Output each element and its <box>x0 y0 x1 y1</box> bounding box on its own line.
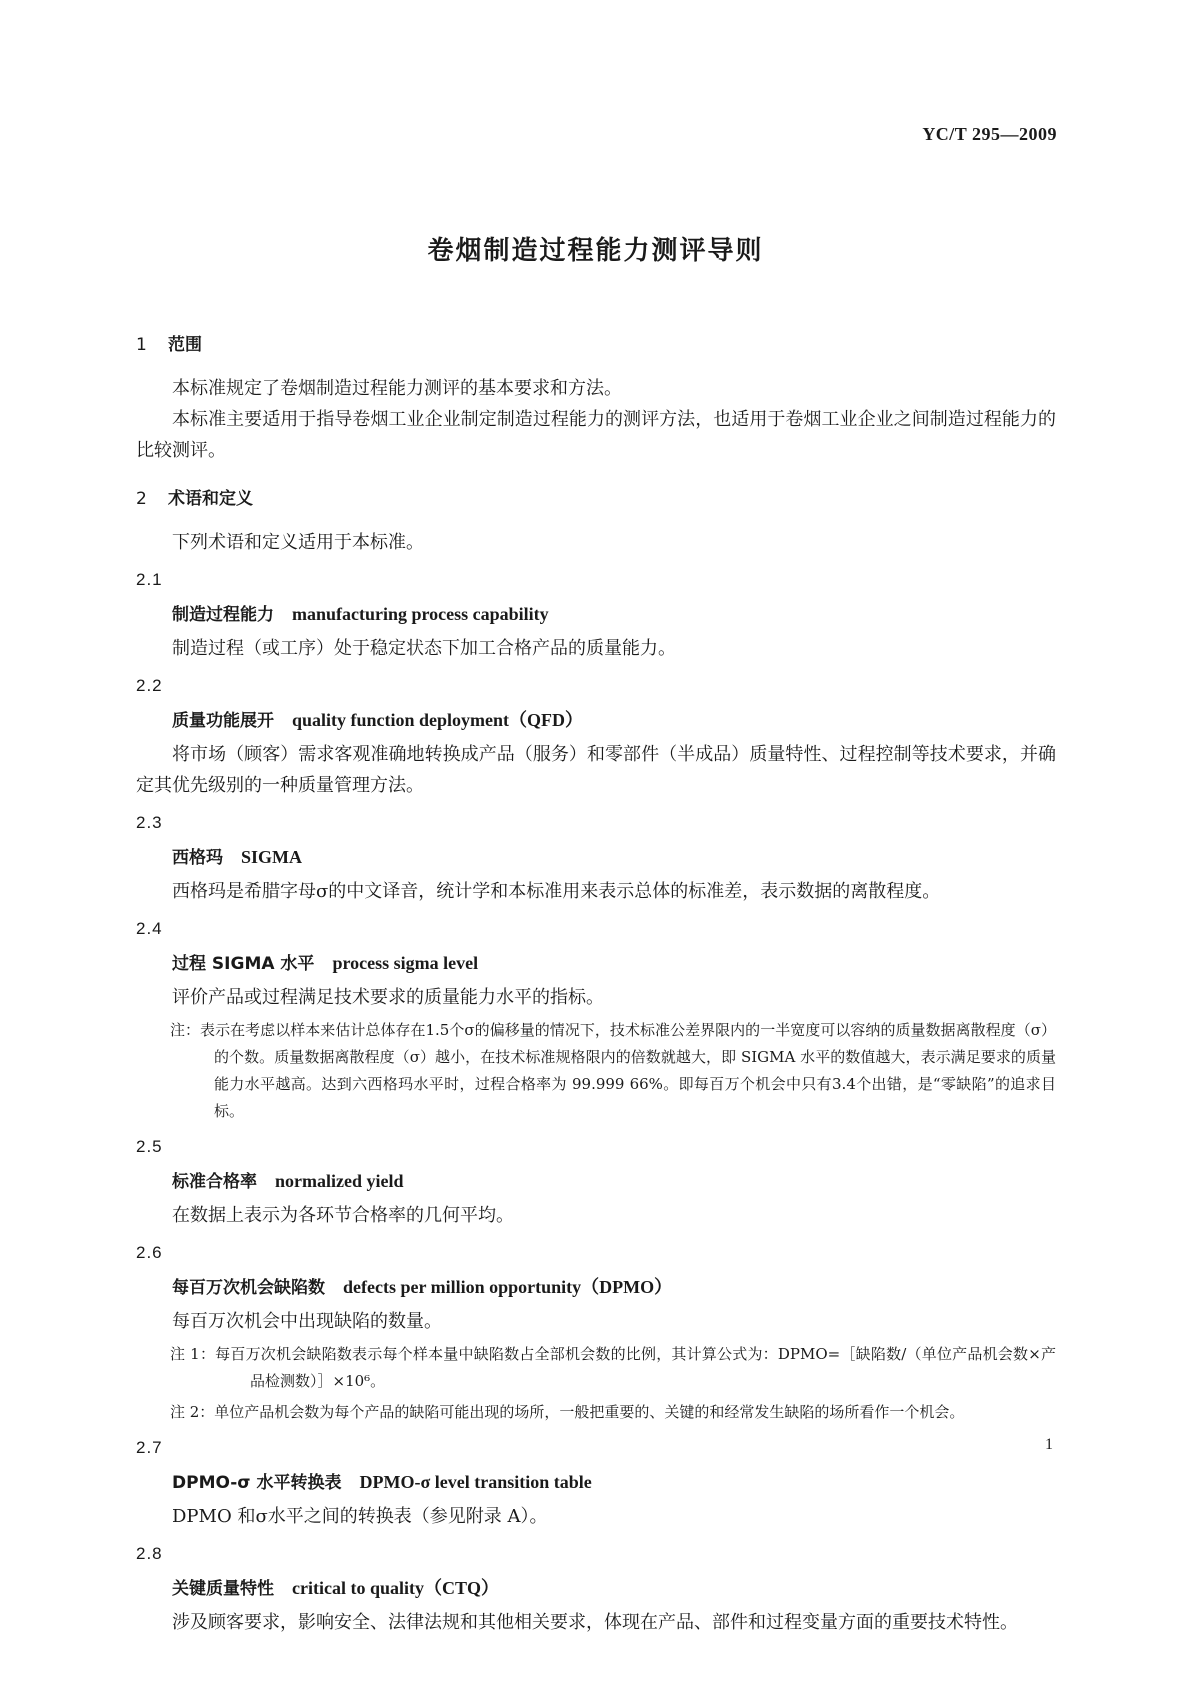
paragraph: 下列术语和定义适用于本标准。 <box>172 532 424 553</box>
term-number: 2.5 <box>136 1137 163 1156</box>
document-title: 卷烟制造过程能力测评导则 <box>427 236 764 266</box>
term-zh: 质量功能展开 <box>172 711 274 731</box>
term-definition: DPMO 和σ水平之间的转换表（参见附录 A）。 <box>172 1506 548 1527</box>
term-en: DPMO-σ level transition table <box>359 1472 592 1492</box>
term-definition: 制造过程（或工序）处于稳定状态下加工合格产品的质量能力。 <box>172 638 676 659</box>
term-number: 2.7 <box>136 1438 163 1457</box>
term-number: 2.3 <box>136 813 163 832</box>
term-zh: 西格玛 <box>172 848 223 868</box>
term-en: SIGMA <box>241 847 303 867</box>
term-zh: 关键质量特性 <box>172 1579 274 1599</box>
term-zh: 制造过程能力 <box>172 605 274 625</box>
document-body <box>136 330 1056 1638</box>
term-definition: 涉及顾客要求，影响安全、法律法规和其他相关要求，体现在产品、部件和过程变量方面的重要技术特性。 <box>172 1612 1018 1633</box>
section-2-heading <box>136 484 1056 515</box>
term-zh: 每百万次机会缺陷数 <box>172 1278 325 1298</box>
term-number: 2.4 <box>136 919 163 938</box>
term-number: 2.6 <box>136 1243 163 1262</box>
term-definition: 将市场（顾客）需求客观准确地转换成产品（服务）和零部件（半成品）质量特性、过程控制等技术要求，并确定其优先级别的一种质量管理方法。 <box>136 744 1056 796</box>
term-definition: 评价产品或过程满足技术要求的质量能力水平的指标。 <box>172 987 604 1008</box>
paragraph: 本标准规定了卷烟制造过程能力测评的基本要求和方法。 <box>172 378 622 399</box>
term-heading <box>172 1166 1056 1198</box>
term-heading <box>172 599 1056 631</box>
paragraph: 本标准主要适用于指导卷烟工业企业制定制造过程能力的测评方法，也适用于卷烟工业企业之间制造过程能力的比较测评。 <box>136 409 1056 461</box>
term-heading <box>172 948 1056 980</box>
term-definition: 每百万次机会中出现缺陷的数量。 <box>172 1311 442 1332</box>
term-en: process sigma level <box>332 953 479 973</box>
term-note: 注：表示在考虑以样本来估计总体存在1.5个σ的偏移量的情况下，技术标准公差界限内的一半宽度可以容纳的质量数据离散程度（σ）的个数。质量数据离散程度（σ）越小，在技术标准规格限内的倍数就越大，即 SIGMA 水平的数值越大，表示满足要求的质量能力水平越高。达到六西格玛水平时，过程合格率为 99.999 66%。即每百万个机会中只有3.4个出错，是“零缺陷”的追求目标。 <box>170 1021 1056 1120</box>
term-en: defects per million opportunity（DPMO） <box>343 1277 673 1297</box>
page-number: 1 <box>1045 1436 1053 1453</box>
standard-code: YC/T 295—2009 <box>922 124 1057 144</box>
term-en: normalized yield <box>275 1171 404 1191</box>
term-definition: 西格玛是希腊字母σ的中文译音，统计学和本标准用来表示总体的标准差，表示数据的离散程度。 <box>172 881 941 902</box>
term-heading <box>172 1573 1056 1605</box>
term-zh: DPMO-σ 水平转换表 <box>172 1473 342 1493</box>
term-number: 2.8 <box>136 1544 163 1563</box>
term-heading <box>172 705 1056 737</box>
term-heading <box>172 1467 1056 1499</box>
term-zh: 标准合格率 <box>172 1172 257 1192</box>
section-number: 1 <box>136 335 147 355</box>
section-1-heading <box>136 330 1056 361</box>
term-note: 注 2：单位产品机会数为每个产品的缺陷可能出现的场所，一般把重要的、关键的和经常发生缺陷的场所看作一个机会。 <box>170 1403 965 1421</box>
term-en: critical to quality（CTQ） <box>292 1578 499 1598</box>
term-zh: 过程 SIGMA 水平 <box>172 954 315 974</box>
section-number: 2 <box>136 489 147 509</box>
term-heading <box>172 1272 1056 1304</box>
term-number: 2.2 <box>136 676 163 695</box>
term-en: manufacturing process capability <box>292 604 549 624</box>
term-number: 2.1 <box>136 570 163 589</box>
term-en: quality function deployment（QFD） <box>292 710 584 730</box>
term-note: 注 1：每百万次机会缺陷数表示每个样本量中缺陷数占全部机会数的比例，其计算公式为：DPMO=［缺陷数/（单位产品机会数×产品检测数）］×10⁶。 <box>170 1345 1056 1390</box>
section-title: 范围 <box>168 335 202 355</box>
term-heading <box>172 842 1056 874</box>
section-title: 术语和定义 <box>168 489 253 509</box>
term-definition: 在数据上表示为各环节合格率的几何平均。 <box>172 1205 514 1226</box>
